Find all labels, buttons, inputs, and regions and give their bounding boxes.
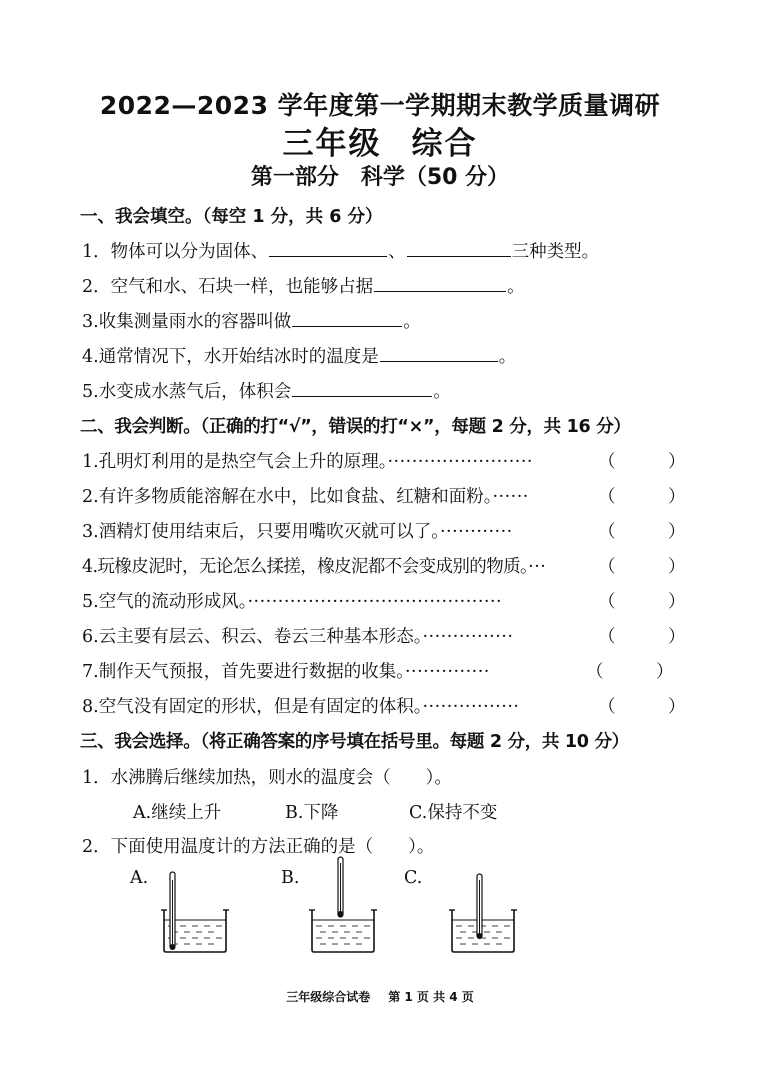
section3-heading: 三、我会选择。（将正确答案的序号填在括号里。每题 2 分，共 10 分） — [80, 732, 629, 752]
beaker-thermometer-b-image — [308, 855, 378, 955]
q2-suffix: 。 — [507, 277, 525, 297]
figure-label-b[interactable]: B. — [281, 868, 300, 888]
leader-dots: ··············· — [422, 627, 514, 647]
answer-paren[interactable]: （ ） — [598, 452, 686, 472]
q3-suffix: 。 — [403, 312, 421, 332]
figure-label-c[interactable]: C. — [404, 868, 423, 888]
answer-paren[interactable]: （ ） — [598, 487, 686, 507]
answer-blank[interactable] — [407, 238, 511, 257]
leader-dots: ············ — [439, 522, 513, 542]
judge-text: 2.有许多物质能溶解在水中，比如食盐、红糖和面粉。 — [82, 487, 493, 507]
judge-text: 1.孔明灯利用的是热空气会上升的原理。 — [82, 452, 388, 472]
answer-blank[interactable] — [292, 378, 432, 397]
judge-text: 3.酒精灯使用结束后，只要用嘴吹灭就可以了。 — [82, 522, 440, 542]
answer-paren[interactable]: （ ） — [598, 627, 686, 647]
leader-dots: ······ — [492, 487, 529, 507]
answer-paren[interactable]: （ ） — [586, 662, 674, 682]
answer-paren[interactable]: （ ） — [598, 592, 686, 612]
choice-question-2: 2．下面使用温度计的方法正确的是（ ）。 — [82, 837, 435, 857]
judge-text: 8.空气没有固定的形状，但是有固定的体积。 — [82, 697, 423, 717]
leader-dots: ·············· — [404, 662, 490, 682]
q3-text: 3.收集测量雨水的容器叫做 — [82, 312, 292, 332]
leader-dots: ··· — [528, 557, 547, 577]
judge-item — [82, 693, 682, 718]
judge-item — [82, 553, 682, 578]
q5-suffix: 。 — [433, 382, 451, 402]
footer-page-number: 第 1 页 共 4 页 — [388, 990, 474, 1004]
answer-blank[interactable] — [269, 238, 387, 257]
q4-text: 4.通常情况下，水开始结冰时的温度是 — [82, 347, 379, 367]
judge-text: 4.玩橡皮泥时，无论怎么揉搓，橡皮泥都不会变成别的物质。 — [82, 557, 529, 577]
leader-dots: ················ — [422, 697, 520, 717]
judge-item — [82, 588, 682, 613]
grade-label: 三年级 — [282, 126, 382, 162]
fill-question-4 — [82, 343, 516, 368]
option-a[interactable]: A.继续上升 — [133, 803, 222, 823]
fill-question-1 — [82, 238, 599, 263]
leader-dots: ·········································· — [247, 592, 503, 612]
fill-question-2 — [82, 273, 525, 298]
q1-separator: 、 — [388, 242, 406, 262]
q1-suffix: 三种类型。 — [511, 242, 600, 262]
q1-text: 1．物体可以分为固体、 — [82, 242, 269, 262]
subject-label: 综合 — [411, 126, 478, 162]
part-subject-label: 科学（50 分） — [360, 165, 510, 190]
judge-item — [82, 483, 682, 508]
choice-question-1: 1．水沸腾后继续加热，则水的温度会（ ）。 — [82, 768, 452, 788]
beaker-thermometer-a-image — [160, 870, 230, 955]
option-b[interactable]: B.下降 — [285, 803, 339, 823]
leader-dots: ························ — [387, 452, 533, 472]
answer-blank[interactable] — [374, 273, 506, 292]
judge-text: 6.云主要有层云、积云、卷云三种基本形态。 — [82, 627, 423, 647]
judge-text: 7.制作天气预报，首先要进行数据的收集。 — [82, 662, 405, 682]
answer-blank[interactable] — [292, 308, 402, 327]
judge-text: 5.空气的流动形成风。 — [82, 592, 248, 612]
section2-heading: 二、我会判断。（正确的打“√”，错误的打“×”，每题 2 分，共 16 分） — [80, 417, 631, 437]
q4-suffix: 。 — [498, 347, 517, 367]
fill-question-5 — [82, 378, 451, 403]
choice-options — [133, 799, 497, 824]
figure-label-a[interactable]: A. — [130, 868, 149, 888]
answer-paren[interactable]: （ ） — [598, 697, 686, 717]
q5-text: 5.水变成水蒸气后，体积会 — [82, 382, 292, 402]
answer-paren[interactable]: （ ） — [598, 522, 686, 542]
page-footer — [0, 988, 760, 1005]
judge-item — [82, 623, 682, 648]
grade-subject-title — [0, 118, 760, 163]
judge-item — [82, 518, 682, 543]
answer-paren[interactable]: （ ） — [598, 557, 686, 577]
part-label: 第一部分 — [250, 165, 339, 190]
beaker-thermometer-c-image — [448, 870, 518, 955]
section1-heading: 一、我会填空。（每空 1 分，共 6 分） — [80, 207, 383, 227]
option-c[interactable]: C.保持不变 — [409, 803, 498, 823]
answer-blank[interactable] — [380, 343, 498, 362]
fill-question-3 — [82, 308, 421, 333]
exam-title: 2022—2023 学年度第一学期期末教学质量调研 — [99, 91, 661, 120]
q2-text: 2．空气和水、石块一样，也能够占据 — [82, 277, 374, 297]
judge-item — [82, 448, 682, 473]
part-title — [0, 160, 760, 191]
footer-exam-name: 三年级综合试卷 — [286, 990, 371, 1004]
